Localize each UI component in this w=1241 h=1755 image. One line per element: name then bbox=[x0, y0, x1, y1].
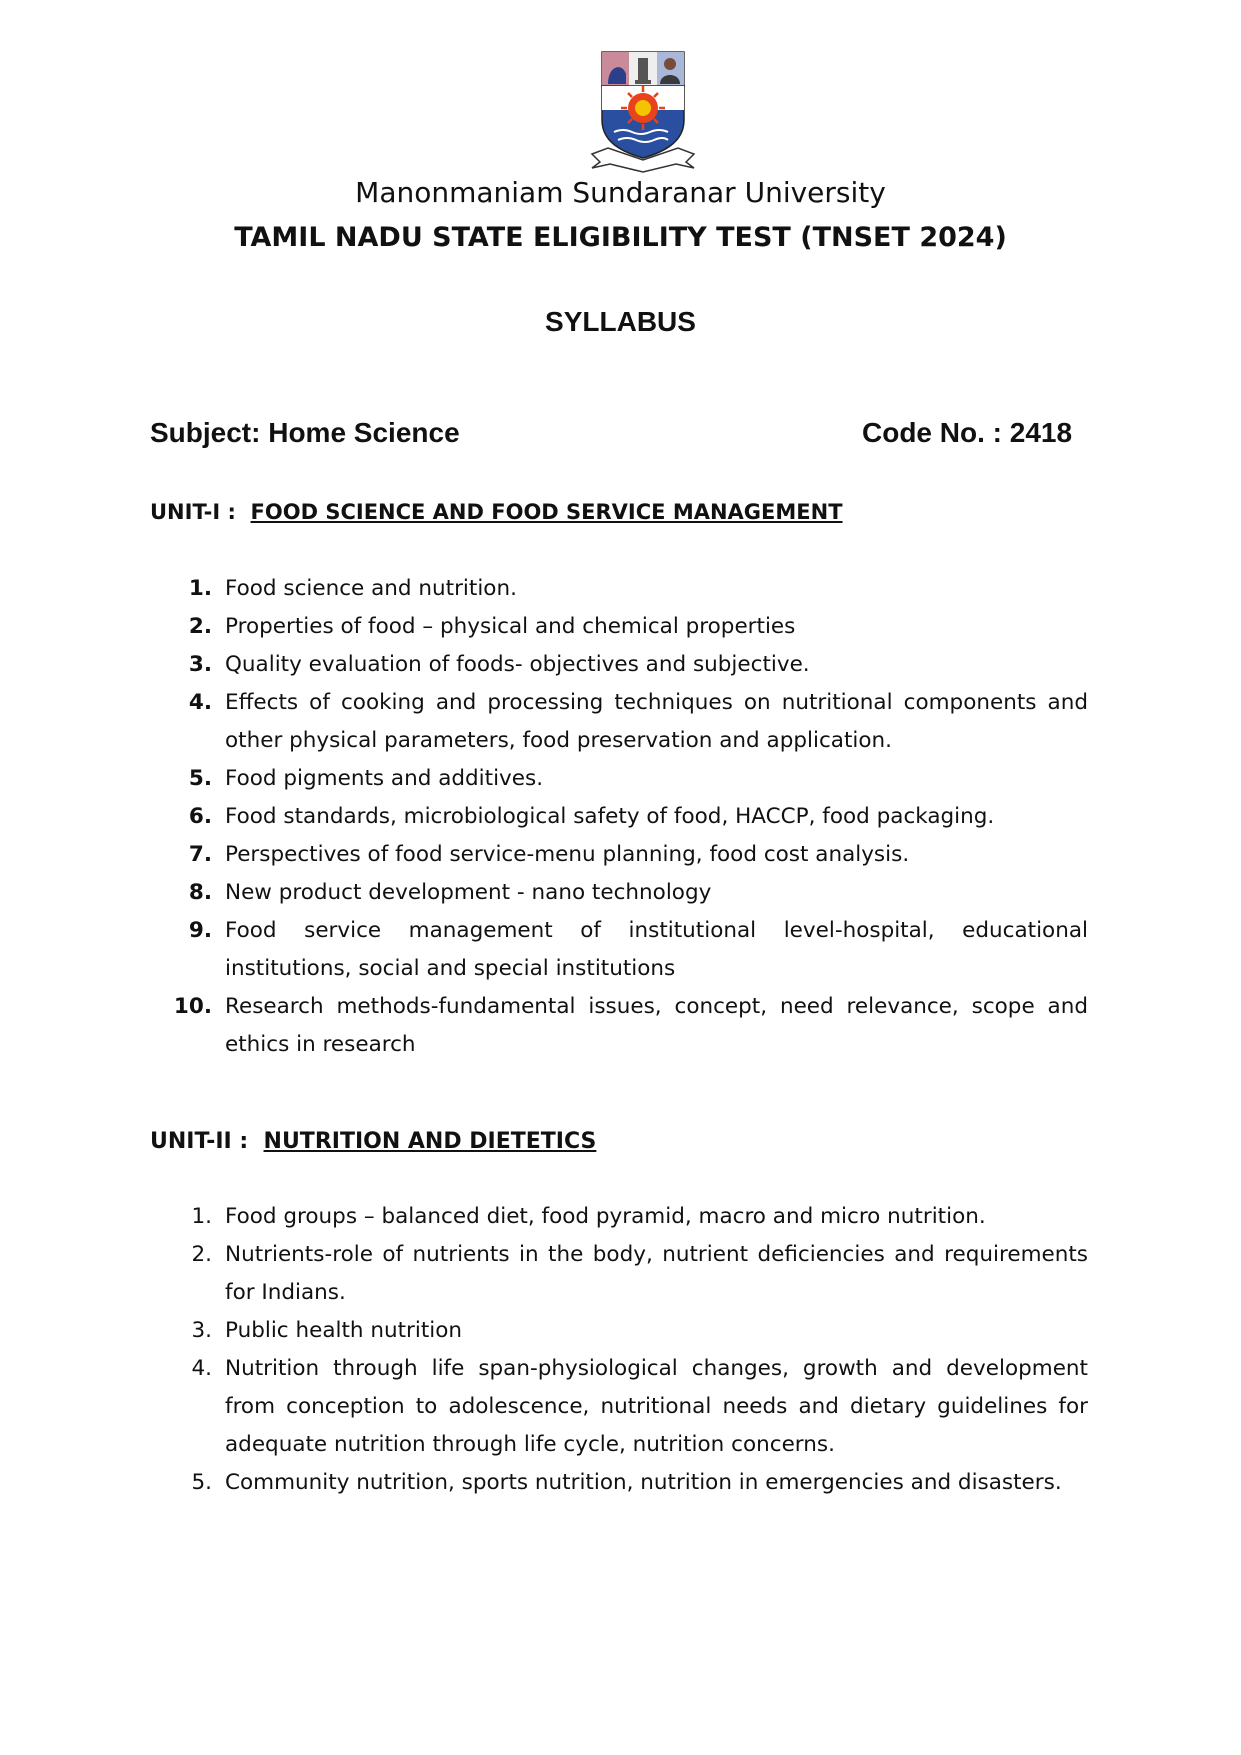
list-item: 3. Public health nutrition bbox=[191, 1318, 463, 1343]
list-item: 5. Community nutrition, sports nutrition, nutrition in emergencies and disasters. bbox=[191, 1470, 1062, 1495]
list-item: 1. Food science and nutrition. bbox=[188, 576, 517, 601]
list-item: 10. Research methods-fundamental issues, concept, need relevance, scope and ethics in research bbox=[173, 994, 1088, 1057]
unit-1-title: FOOD SCIENCE AND FOOD SERVICE MANAGEMENT bbox=[250, 500, 843, 524]
university-name: Manonmaniam Sundaranar University bbox=[355, 176, 886, 209]
unit-1-list bbox=[150, 570, 1088, 1064]
list-item: 8. New product development - nano technology bbox=[188, 880, 712, 905]
list-item: 3. Quality evaluation of foods- objectives and subjective. bbox=[188, 652, 810, 677]
list-item: 2. Nutrients-role of nutrients in the body, nutrient deficiencies and requirements for Indians. bbox=[191, 1242, 1088, 1305]
list-item: 4. Effects of cooking and processing techniques on nutritional components and other physical parameters, food preservation and application. bbox=[188, 690, 1088, 753]
code-number: Code No. : 2418 bbox=[862, 417, 1073, 448]
list-item: 5. Food pigments and additives. bbox=[188, 766, 544, 791]
unit-1-label: UNIT-I : bbox=[150, 500, 236, 524]
exam-title: TAMIL NADU STATE ELIGIBILITY TEST (TNSET 2024) bbox=[234, 222, 1007, 253]
unit-2-heading bbox=[150, 1129, 596, 1154]
unit-2-list bbox=[150, 1198, 1088, 1502]
syllabus-heading: SYLLABUS bbox=[545, 306, 696, 337]
list-item: 2. Properties of food – physical and chemical properties bbox=[188, 614, 796, 639]
university-emblem-icon bbox=[588, 50, 698, 174]
list-item: 1. Food groups – balanced diet, food pyramid, macro and micro nutrition. bbox=[191, 1204, 986, 1229]
unit-1-heading bbox=[150, 500, 843, 524]
list-item: 7. Perspectives of food service-menu planning, food cost analysis. bbox=[188, 842, 910, 867]
list-item: 6. Food standards, microbiological safety of food, HACCP, food packaging. bbox=[188, 804, 995, 829]
list-item: 4. Nutrition through life span-physiological changes, growth and development from conception to adolescence, nutritional needs and dietary guidelines for adequate nutrition through life cycle, nutrition concerns. bbox=[191, 1356, 1088, 1457]
unit-2-title: NUTRITION AND DIETETICS bbox=[263, 1129, 597, 1154]
unit-2-label: UNIT-II : bbox=[150, 1129, 249, 1154]
list-item: 9. Food service management of institutional level-hospital, educational institutions, social and special institutions bbox=[188, 918, 1088, 981]
subject-label: Subject: Home Science bbox=[150, 417, 460, 448]
